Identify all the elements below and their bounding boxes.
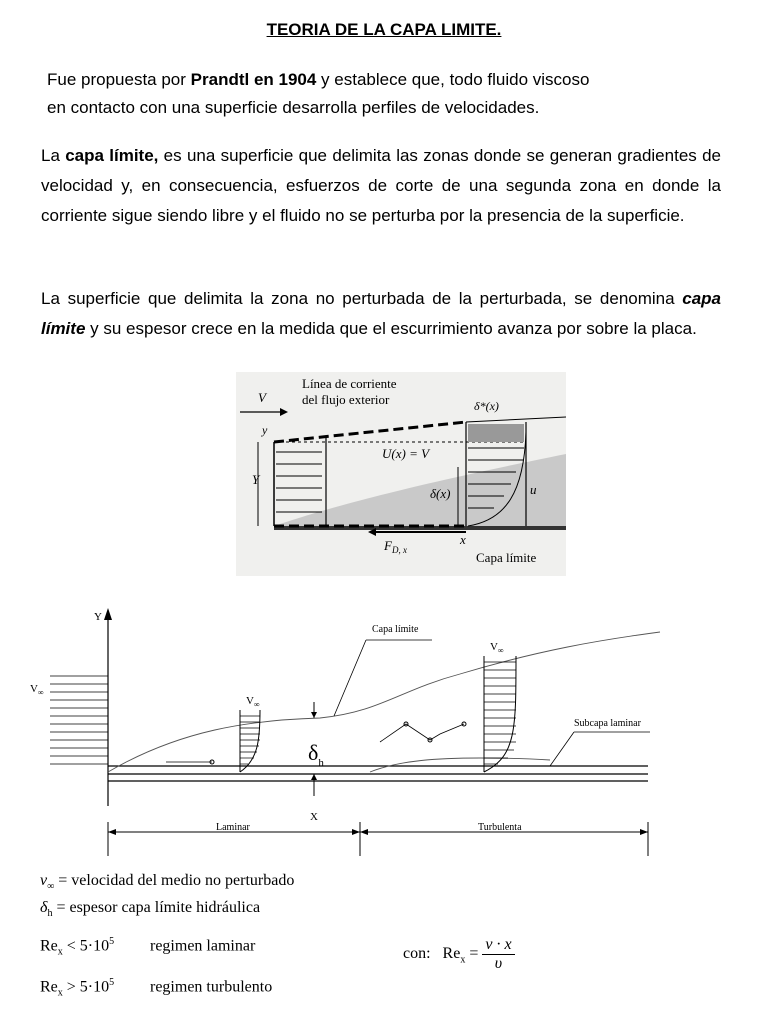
fig2-Y-label: Y — [94, 611, 102, 623]
legend-re-turbulent: $Re_x > 5\cdot 10^5$ regimen turbulento — [40, 977, 273, 999]
fig1-u-label: u — [530, 482, 537, 497]
fig1-y-small: y — [262, 423, 268, 437]
page-title: TEORIA DE LA CAPA LIMITE. — [266, 20, 502, 39]
fig1-delta-star: δ*(x) — [474, 399, 499, 413]
fig2-X-label: X — [310, 811, 318, 823]
intro-paragraph — [47, 66, 737, 122]
fig1-U-eq: U(x) = V — [382, 446, 430, 461]
fig1-FD: $F_{D, x}$ — [384, 538, 407, 555]
legend-re-laminar: $Re_x < 5\cdot 10^5$ regimen laminar — [40, 936, 256, 958]
fig2-capa-label: Capa límite — [372, 624, 419, 635]
legend-vinf: $v_\infty$ = velocidad del medio no perturbado — [40, 872, 295, 893]
fig2-delta-label: $\delta_h$ — [308, 740, 324, 769]
fig1-v-label: V — [258, 390, 266, 405]
fig2-subcapa-label: Subcapa laminar — [574, 718, 641, 729]
fig2-turbulenta-label: Turbulenta — [478, 822, 522, 833]
fig2-vinf-turbulent: $V_\infty$ — [490, 641, 504, 655]
fig1-streamline-2: del flujo exterior — [302, 392, 390, 407]
fig2-vinf-laminar: $V_\infty$ — [246, 695, 260, 709]
intro-bold: Prandtl en 1904 — [190, 70, 317, 89]
p2-text: La superficie que delimita la zona no perturbada de la perturbada, se denomina — [41, 289, 683, 308]
intro-line-1 — [47, 66, 737, 94]
fig2-laminar-label: Laminar — [216, 822, 250, 833]
intro-line-2: en contacto con una superficie desarrolla perfiles de velocidades. — [47, 98, 540, 117]
intro-text: y establece que, todo fluido viscoso — [316, 70, 590, 89]
fig1-Y-label: Y — [252, 472, 260, 487]
p2-bold-italic: capa límite — [41, 289, 721, 338]
legend-delta: $\delta_h$ = espesor capa límite hidráulica — [40, 899, 261, 920]
fig1-capa-label: Capa límite — [476, 550, 537, 565]
fig2-vinf-left: $V_\infty$ — [30, 683, 44, 697]
reynolds-fraction: $\frac{v \cdot x}{\upsilon}$ — [482, 936, 514, 973]
reynolds-definition: con: $Re_x$ = $\frac{v \cdot x}{\upsilon}$ — [403, 936, 515, 973]
laminar-turbulent-figure — [20, 600, 700, 860]
paragraph-superficie — [41, 284, 721, 344]
boundary-layer-figure — [236, 372, 566, 576]
fig1-x-label: x — [460, 532, 466, 547]
fig1-streamline-1: Línea de corriente — [302, 376, 397, 391]
intro-text: Fue propuesta por — [47, 70, 191, 89]
fig1-delta-x: δ(x) — [430, 486, 451, 501]
p1-text: La — [41, 146, 66, 165]
paragraph-capa-limite — [41, 141, 721, 231]
p2-text: y su espesor crece en la medida que el escurrimiento avanza por sobre la placa. — [85, 319, 697, 338]
p1-text: es una superficie que delimita las zonas donde se generan gradientes de velocidad y, en consecuencia, esfuerzos de corte de una segunda zona en donde la corriente sigue siendo libre y el fluido no se perturba por la presencia de la superficie. — [41, 146, 721, 225]
p1-bold: capa límite, — [65, 146, 159, 165]
